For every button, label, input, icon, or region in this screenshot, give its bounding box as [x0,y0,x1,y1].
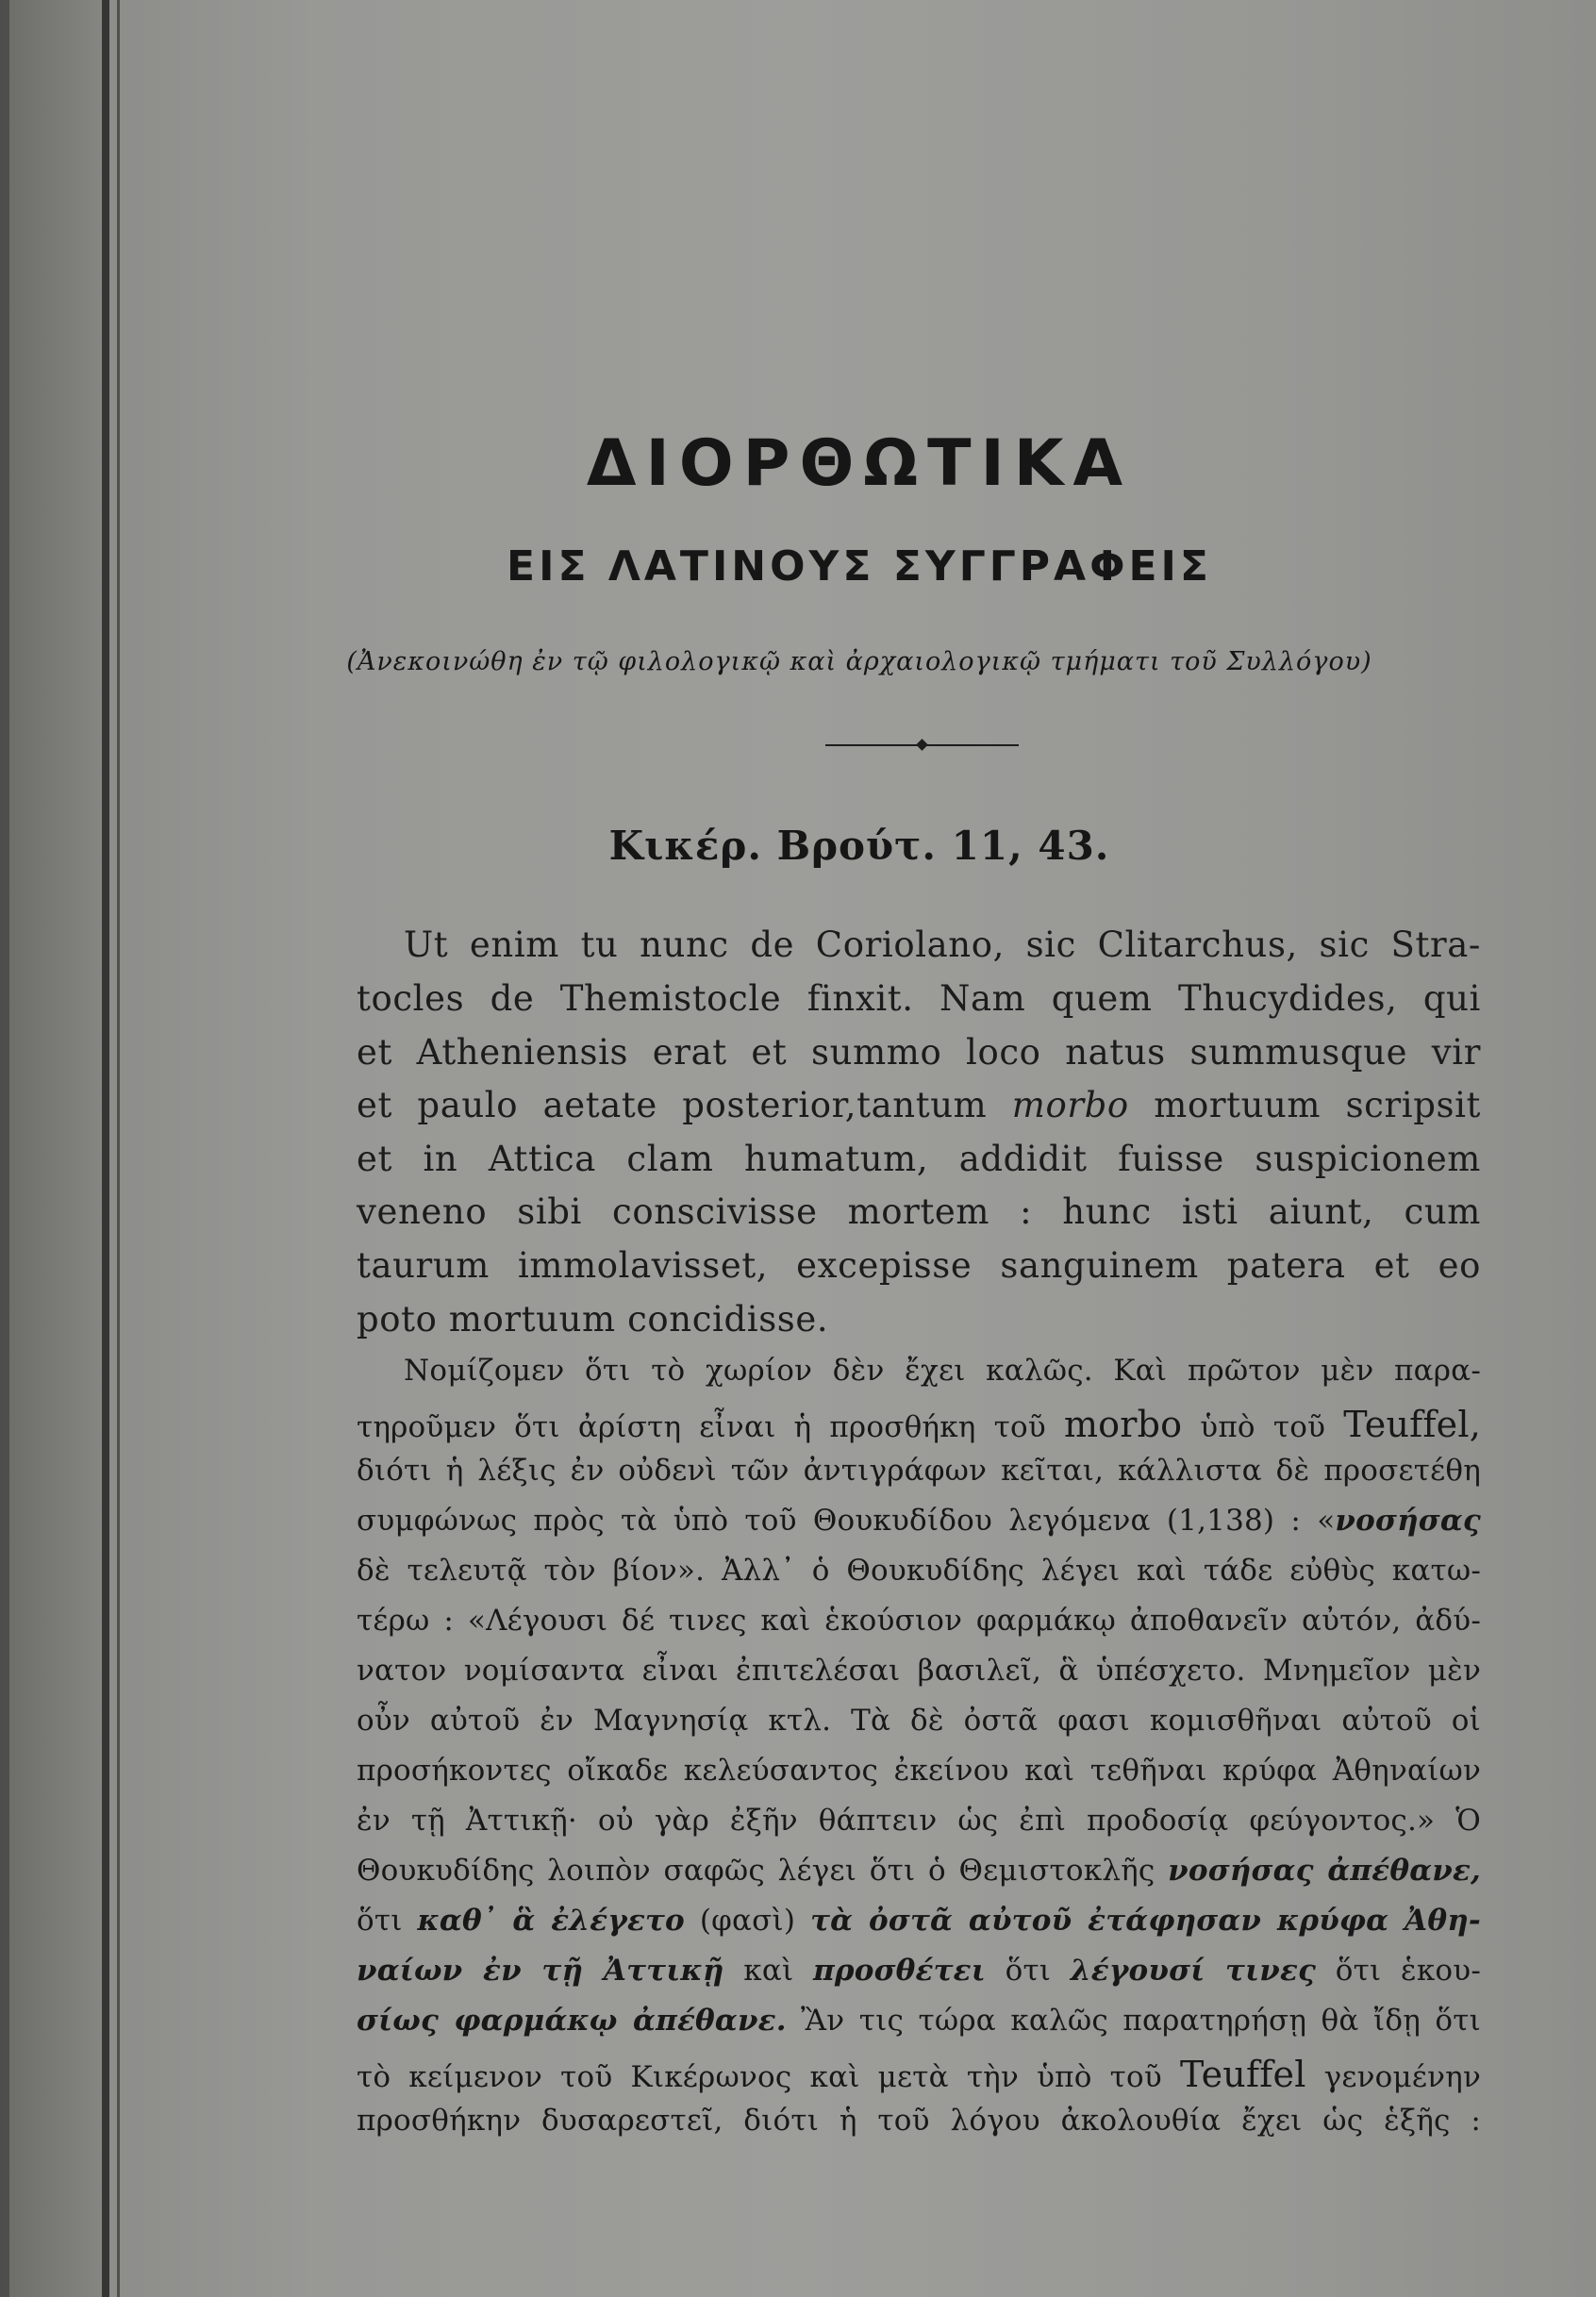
text-run: mortuum scripsit [1128,1085,1481,1125]
greek-line [357,1754,1481,1788]
greek-line [357,1504,1481,1538]
text-run: καὶ [723,1954,814,1988]
greek-line [357,1904,1481,1938]
latin-word: Teuffel [1180,2054,1306,2095]
text-run: δὲ τελευτᾷ τὸν βίον». Ἀλλ᾽ ὁ Θουκυδίδης λέγει καὶ τάδε εὐθὺς κατω- [357,1554,1481,1588]
text-run: Νομίζομεν ὅτι τὸ χωρίον δὲν ἔχει καλῶς. Καὶ πρῶτον μὲν παρα- [404,1354,1481,1388]
latin-line: Ut enim tu nunc de Coriolano, sic Clitarchus, sic Stra- [404,924,1481,965]
italic-word: morbo [1011,1085,1129,1125]
spine-shadow [9,0,102,2297]
text-run: συμφώνως πρὸς τὰ ὑπὸ τοῦ Θουκυδίδου λεγόμενα (1,138) : « [357,1504,1336,1538]
emphasis-run: σίως φαρμάκῳ ἀπέθανε. [357,2004,787,2038]
greek-line [357,1354,1481,1388]
latin-line: et Atheniensis erat et summo loco natus summusque vir [357,1032,1481,1073]
greek-line [357,1654,1481,1688]
page-edge-line [0,0,9,2297]
emphasis-run: ναίων ἐν τῇ Ἀττικῇ [357,1954,724,1988]
greek-line [357,1604,1481,1638]
text-run: ὅτι [357,1904,418,1938]
text-run: ὑπὸ τοῦ [1182,1410,1344,1444]
latin-word: Teuffel, [1343,1404,1481,1445]
greek-line [357,1554,1481,1588]
gutter-line [102,0,109,2297]
emphasis-run: λέγουσί τινες [1070,1954,1317,1988]
text-run: Θουκυδίδης λοιπὸν σαφῶς λέγει ὅτι ὁ Θεμιστοκλῆς [357,1854,1169,1888]
greek-line [357,1454,1481,1488]
text-run: τέρω : «Λέγουσι δέ τινες καὶ ἑκούσιον φαρμάκῳ ἀποθανεῖν αὐτόν, ἀδύ- [357,1604,1481,1638]
latin-line: veneno sibi conscivisse mortem : hunc isti aiunt, cum [357,1191,1481,1232]
greek-line [357,1404,1481,1445]
gutter-line-thin [117,0,120,2297]
publication-note: (Ἀνεκοινώθη ἐν τῷ φιλολογικῷ καὶ ἀρχαιολογικῷ τμήματι τοῦ Συλλόγου) [346,647,1372,676]
text-run: προσθήκην δυσαρεστεῖ, διότι ἡ τοῦ λόγου ἀκολουθία ἔχει ὡς ἑξῆς : [357,2104,1481,2138]
latin-line: et in Attica clam humatum, addidit fuisse suspicionem [357,1139,1481,1179]
text-run: νατον νομίσαντα εἶναι ἐπιτελέσαι βασιλεῖ, ἃ ὑπέσχετο. Μνημεῖον μὲν [357,1654,1481,1688]
greek-line [357,2054,1481,2095]
text-run: ὅτι ἑκου- [1316,1954,1482,1988]
latin-line [357,1085,1481,1125]
greek-line [357,2004,1481,2038]
text-run: διότι ἡ λέξις ἐν οὐδενὶ τῶν ἀντιγράφων κεῖται, κάλλιστα δὲ προσετέθη [357,1454,1481,1488]
text-run: ἐν τῇ Ἀττικῇ· οὐ γὰρ ἐξῆν θάπτειν ὡς ἐπὶ προδοσίᾳ φεύγοντος.» Ὁ [357,1804,1481,1838]
text-run: (φασὶ) [684,1904,811,1938]
text-run: γενομένην [1305,2060,1482,2094]
latin-line: taurum immolavisset, excepisse sanguinem patera et eo [357,1245,1481,1286]
ornament-diamond-icon [916,739,928,751]
emphasis-run: καθ᾽ ἃ ἐλέγετο [417,1904,685,1938]
text-run: et paulo aetate posterior,tantum [357,1085,1012,1125]
latin-line: poto mortuum concidisse. [357,1299,829,1340]
emphasis-run: νοσήσας ἀπέθανε, [1168,1854,1482,1888]
latin-word: morbo [1063,1404,1183,1445]
page-subtitle: ΕΙΣ ΛΑΤΙΝΟΥΣ ΣΥΓΓΡΑΦΕΙΣ [507,542,1212,591]
text-run: οὖν αὐτοῦ ἐν Μαγνησίᾳ κτλ. Τὰ δὲ ὀστᾶ φασι κομισθῆναι αὐτοῦ οἱ [357,1704,1481,1738]
ornament-divider [825,741,1019,750]
greek-line [357,2104,1481,2138]
greek-line [357,1854,1481,1888]
text-run: τὸ κείμενον τοῦ Κικέρωνος καὶ μετὰ τὴν ὑπὸ τοῦ [357,2060,1181,2094]
greek-line [357,1954,1481,1988]
text-run: τηροῦμεν ὅτι ἀρίστη εἶναι ἡ προσθήκη τοῦ [357,1410,1064,1444]
emphasis-run: νοσήσας [1335,1504,1481,1538]
emphasis-run: προσθέτει [813,1954,986,1988]
text-run: ὅτι [985,1954,1071,1988]
page-title: ΔΙΟΡΘΩΤΙΚΑ [586,426,1133,501]
section-heading: Κικέρ. Βρούτ. 11, 43. [608,823,1110,869]
greek-line [357,1804,1481,1838]
latin-line: tocles de Themistocle finxit. Nam quem Thucydides, qui [357,978,1481,1019]
text-run: προσήκοντες οἴκαδε κελεύσαντος ἐκείνου καὶ τεθῆναι κρύφα Ἀθηναίων [357,1754,1481,1788]
text-run: Ἂν τις τώρα καλῶς παρατηρήσῃ θὰ ἴδῃ ὅτι [786,2004,1482,2038]
emphasis-run: τὰ ὀστᾶ αὐτοῦ ἐτάφησαν κρύφα Ἀθη- [810,1904,1481,1938]
greek-line [357,1704,1481,1738]
